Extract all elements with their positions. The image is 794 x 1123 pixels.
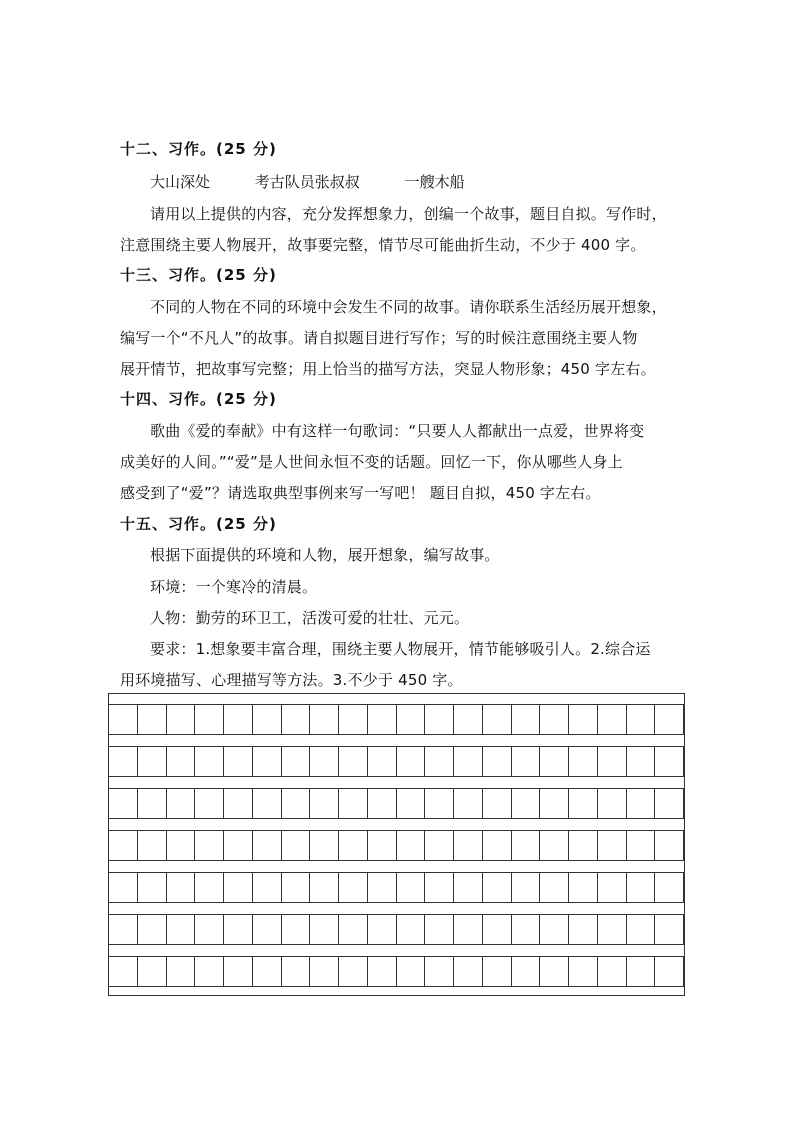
grid-cell[interactable]: [483, 747, 512, 776]
grid-cell[interactable]: [282, 705, 311, 734]
grid-cell[interactable]: [109, 705, 138, 734]
topic-2: 考古队员张叔叔: [254, 173, 360, 191]
section-12-line-1: 请用以上提供的内容，充分发挥想象力，创编一个故事，题目自拟。写作时，: [150, 205, 667, 223]
grid-cell[interactable]: [109, 831, 138, 860]
grid-cell[interactable]: [598, 915, 627, 944]
grid-cell[interactable]: [282, 789, 311, 818]
grid-cell[interactable]: [253, 705, 282, 734]
section-13-line-2: 编写一个“不凡人”的故事。请自拟题目进行写作；写的时候注意围绕主要人物: [120, 329, 638, 347]
grid-cell[interactable]: [368, 747, 397, 776]
grid-cell[interactable]: [339, 705, 368, 734]
grid-cell[interactable]: [224, 747, 253, 776]
grid-cell[interactable]: [167, 831, 196, 860]
grid-cell[interactable]: [339, 831, 368, 860]
grid-cell[interactable]: [540, 747, 569, 776]
grid-cell[interactable]: [253, 747, 282, 776]
grid-cell[interactable]: [655, 957, 684, 986]
grid-cell[interactable]: [454, 831, 483, 860]
grid-cell[interactable]: [425, 957, 454, 986]
grid-cell[interactable]: [167, 747, 196, 776]
grid-cell[interactable]: [569, 915, 598, 944]
grid-cell[interactable]: [627, 873, 656, 902]
grid-cell[interactable]: [627, 747, 656, 776]
grid-cell[interactable]: [512, 831, 541, 860]
grid-cell[interactable]: [598, 705, 627, 734]
grid-cell[interactable]: [253, 915, 282, 944]
grid-cell[interactable]: [598, 789, 627, 818]
grid-cell[interactable]: [339, 957, 368, 986]
grid-cell[interactable]: [310, 789, 339, 818]
grid-cell[interactable]: [425, 915, 454, 944]
grid-cell[interactable]: [454, 747, 483, 776]
grid-cell[interactable]: [569, 957, 598, 986]
grid-cell[interactable]: [109, 747, 138, 776]
grid-cell[interactable]: [282, 873, 311, 902]
grid-cell[interactable]: [627, 831, 656, 860]
grid-cell[interactable]: [195, 747, 224, 776]
grid-cell[interactable]: [368, 705, 397, 734]
grid-cell[interactable]: [569, 747, 598, 776]
grid-cell[interactable]: [282, 747, 311, 776]
grid-cell[interactable]: [310, 831, 339, 860]
grid-cell[interactable]: [569, 831, 598, 860]
grid-cell[interactable]: [224, 915, 253, 944]
grid-cell[interactable]: [109, 957, 138, 986]
grid-cell[interactable]: [138, 957, 167, 986]
grid-cell[interactable]: [310, 915, 339, 944]
section-13-line-1: 不同的人物在不同的环境中会发生不同的故事。请你联系生活经历展开想象，: [150, 298, 667, 316]
grid-cell[interactable]: [425, 747, 454, 776]
grid-cell[interactable]: [540, 831, 569, 860]
section-15-line-3: 人物：勤劳的环卫工，活泼可爱的壮壮、元元。: [150, 609, 470, 627]
grid-cell[interactable]: [167, 873, 196, 902]
grid-cell[interactable]: [598, 873, 627, 902]
grid-cell[interactable]: [397, 957, 426, 986]
grid-cell[interactable]: [109, 915, 138, 944]
grid-cell[interactable]: [627, 915, 656, 944]
grid-cell[interactable]: [655, 915, 684, 944]
grid-cell[interactable]: [195, 915, 224, 944]
grid-cell[interactable]: [655, 747, 684, 776]
grid-cell[interactable]: [195, 957, 224, 986]
grid-cell[interactable]: [512, 915, 541, 944]
grid-cell[interactable]: [167, 789, 196, 818]
section-15-line-2: 环境：一个寒冷的清晨。: [150, 578, 318, 596]
grid-cell[interactable]: [627, 705, 656, 734]
section-12-line-2: 注意围绕主要人物展开，故事要完整，情节尽可能曲折生动，不少于 400 字。: [120, 236, 646, 254]
grid-cell[interactable]: [454, 705, 483, 734]
grid-cell[interactable]: [540, 705, 569, 734]
grid-cell[interactable]: [454, 873, 483, 902]
grid-cell[interactable]: [540, 957, 569, 986]
grid-cell[interactable]: [339, 789, 368, 818]
grid-cell[interactable]: [512, 789, 541, 818]
section-12-topics: [150, 171, 505, 192]
grid-cell[interactable]: [195, 705, 224, 734]
grid-cell[interactable]: [167, 705, 196, 734]
grid-cell[interactable]: [627, 957, 656, 986]
grid-cell[interactable]: [282, 957, 311, 986]
grid-cell[interactable]: [195, 831, 224, 860]
grid-cell[interactable]: [167, 957, 196, 986]
grid-cell[interactable]: [310, 747, 339, 776]
grid-cell[interactable]: [138, 873, 167, 902]
grid-cell[interactable]: [598, 747, 627, 776]
grid-cell[interactable]: [109, 873, 138, 902]
grid-cell[interactable]: [109, 789, 138, 818]
grid-cell[interactable]: [425, 789, 454, 818]
grid-cell[interactable]: [598, 831, 627, 860]
grid-cell[interactable]: [397, 747, 426, 776]
grid-cell[interactable]: [253, 789, 282, 818]
grid-cell[interactable]: [339, 747, 368, 776]
grid-cell[interactable]: [397, 915, 426, 944]
grid-cell[interactable]: [224, 789, 253, 818]
section-15-line-1: 根据下面提供的环境和人物，展开想象，编写故事。: [150, 546, 500, 564]
grid-cell[interactable]: [569, 873, 598, 902]
grid-cell[interactable]: [512, 873, 541, 902]
grid-cell[interactable]: [282, 915, 311, 944]
grid-cell[interactable]: [425, 831, 454, 860]
topic-3: 一艘木船: [404, 173, 465, 191]
grid-cell[interactable]: [339, 915, 368, 944]
grid-cell[interactable]: [483, 957, 512, 986]
section-15-heading: 十五、习作。(25 分): [120, 515, 277, 533]
section-14-heading: 十四、习作。(25 分): [120, 390, 277, 408]
grid-cell[interactable]: [368, 789, 397, 818]
grid-cell[interactable]: [655, 873, 684, 902]
grid-cell[interactable]: [655, 705, 684, 734]
grid-cell[interactable]: [224, 831, 253, 860]
grid-cell[interactable]: [282, 831, 311, 860]
grid-row: [109, 704, 684, 735]
grid-cell[interactable]: [397, 705, 426, 734]
section-14-line-2: 成美好的人间。”“爱”是人世间永恒不变的话题。回忆一下，你从哪些人身上: [120, 453, 623, 471]
grid-cell[interactable]: [655, 789, 684, 818]
grid-cell[interactable]: [138, 789, 167, 818]
grid-cell[interactable]: [138, 705, 167, 734]
grid-cell[interactable]: [425, 705, 454, 734]
grid-cell[interactable]: [655, 831, 684, 860]
grid-cell[interactable]: [195, 789, 224, 818]
grid-cell[interactable]: [569, 705, 598, 734]
writing-grid: [108, 693, 685, 996]
grid-cell[interactable]: [483, 915, 512, 944]
grid-cell[interactable]: [310, 873, 339, 902]
grid-cell[interactable]: [483, 831, 512, 860]
grid-cell[interactable]: [540, 915, 569, 944]
grid-row: [109, 956, 684, 987]
grid-cell[interactable]: [253, 831, 282, 860]
grid-cell[interactable]: [454, 789, 483, 818]
grid-cell[interactable]: [483, 789, 512, 818]
grid-row: [109, 746, 684, 777]
grid-cell[interactable]: [138, 915, 167, 944]
grid-cell[interactable]: [368, 831, 397, 860]
section-13-heading: 十三、习作。(25 分): [120, 266, 277, 284]
grid-cell[interactable]: [368, 957, 397, 986]
grid-cell[interactable]: [138, 747, 167, 776]
grid-cell[interactable]: [397, 873, 426, 902]
grid-row: [109, 830, 684, 861]
grid-cell[interactable]: [339, 873, 368, 902]
grid-cell[interactable]: [224, 705, 253, 734]
section-12-heading: 十二、习作。(25 分): [120, 140, 277, 158]
grid-cell[interactable]: [483, 873, 512, 902]
section-13-line-3: 展开情节，把故事写完整；用上恰当的描写方法，突显人物形象；450 字左右。: [120, 360, 656, 378]
grid-cell[interactable]: [310, 705, 339, 734]
grid-row: [109, 872, 684, 903]
section-14-line-1: 歌曲《爱的奉献》中有这样一句歌词：“只要人人都献出一点爱，世界将变: [150, 422, 645, 440]
grid-cell[interactable]: [598, 957, 627, 986]
grid-row: [109, 788, 684, 819]
grid-cell[interactable]: [569, 789, 598, 818]
grid-cell[interactable]: [310, 957, 339, 986]
grid-cell[interactable]: [397, 789, 426, 818]
grid-cell[interactable]: [368, 915, 397, 944]
grid-cell[interactable]: [425, 873, 454, 902]
section-14-line-3: 感受到了“爱”？请选取典型事例来写一写吧！ 题目自拟，450 字左右。: [120, 484, 601, 502]
grid-cell[interactable]: [195, 873, 224, 902]
grid-cell[interactable]: [512, 747, 541, 776]
grid-cell[interactable]: [454, 957, 483, 986]
grid-cell[interactable]: [368, 873, 397, 902]
grid-cell[interactable]: [224, 957, 253, 986]
grid-cell[interactable]: [138, 831, 167, 860]
grid-cell[interactable]: [512, 957, 541, 986]
grid-cell[interactable]: [483, 705, 512, 734]
grid-cell[interactable]: [512, 705, 541, 734]
grid-cell[interactable]: [397, 831, 426, 860]
grid-cell[interactable]: [253, 957, 282, 986]
section-15-line-4: 要求：1.想象要丰富合理，围绕主要人物展开，情节能够吸引人。2.综合运: [150, 640, 651, 658]
grid-cell[interactable]: [224, 873, 253, 902]
grid-cell[interactable]: [454, 915, 483, 944]
grid-cell[interactable]: [627, 789, 656, 818]
section-15-line-5: 用环境描写、心理描写等方法。3.不少于 450 字。: [120, 671, 463, 689]
grid-cell[interactable]: [540, 873, 569, 902]
grid-cell[interactable]: [540, 789, 569, 818]
grid-row: [109, 914, 684, 945]
topic-1: 大山深处: [150, 173, 211, 191]
grid-cell[interactable]: [253, 873, 282, 902]
grid-cell[interactable]: [167, 915, 196, 944]
